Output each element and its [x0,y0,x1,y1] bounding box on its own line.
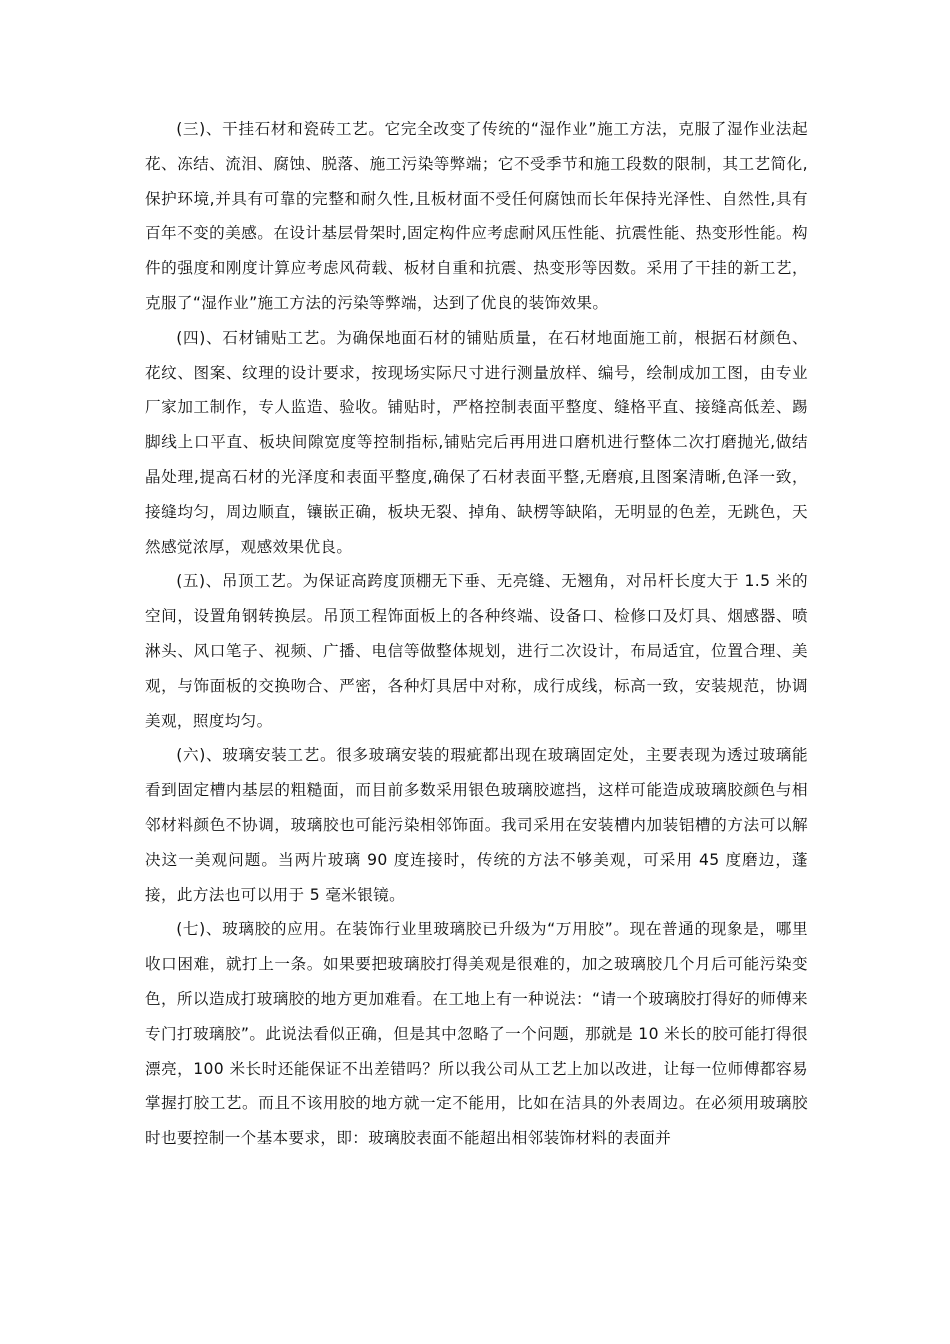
paragraph-stone-paving: (四)、石材铺贴工艺。为确保地面石材的铺贴质量，在石材地面施工前，根据石材颜色、花纹、图案、纹理的设计要求，按现场实际尺寸进行测量放样、编号，绘制成加工图，由专业厂家加工制作，专人监造、验收。铺贴时，严格控制表面平整度、缝格平直、接缝高低差、踢脚线上口平直、板块间隙宽度等控制指标,铺贴完后再用进口磨机进行整体二次打磨抛光,做结晶处理,提高石材的光泽度和表面平整度,确保了石材表面平整,无磨痕,且图案清晰,色泽一致，接缝均匀，周边顺直，镶嵌正确，板块无裂、掉角、缺楞等缺陷，无明显的色差，无跳色，天然感觉浓厚，观感效果优良。 [145,328,808,556]
paragraph-glass-glue: (七)、玻璃胶的应用。在装饰行业里玻璃胶已升级为“万用胶”。现在普通的现象是，哪里收口困难，就打上一条。如果要把玻璃胶打得美观是很难的，加之玻璃胶几个月后可能污染变色，所以造成打玻璃胶的地方更加难看。在工地上有一种说法：“请一个玻璃胶打得好的师傅来专门打玻璃胶”。此说法看似正确，但是其中忽略了一个问题，那就是 10 米长的胶可能打得很漂亮，100 米长时还能保证不出差错吗？所以我公司从工艺上加以改进，让每一位师傅都容易掌握打胶工艺。而且不该用胶的地方就一定不能用，比如在洁具的外表周边。在必须用玻璃胶时也要控制一个基本要求，即：玻璃胶表面不能超出相邻装饰材料的表面并 [145,920,808,1148]
paragraph-dry-hanging-stone: (三)、干挂石材和瓷砖工艺。它完全改变了传统的“湿作业”施工方法，克服了湿作业法起花、冻结、流泪、腐蚀、脱落、施工污染等弊端；它不受季节和施工段数的限制，其工艺简化,保护环境,并具有可靠的完整和耐久性,且板材面不受任何腐蚀而长年保持光泽性、自然性,具有百年不变的美感。在设计基层骨架时,固定构件应考虑耐风压性能、抗震性能、热变形性能。构件的强度和刚度计算应考虑风荷载、板材自重和抗震、热变形等因数。采用了干挂的新工艺，克服了“湿作业”施工方法的污染等弊端，达到了优良的装饰效果。 [145,120,808,312]
paragraph-glass-installation: (六)、玻璃安装工艺。很多玻璃安装的瑕疵都出现在玻璃固定处，主要表现为透过玻璃能看到固定槽内基层的粗糙面，而目前多数采用银色玻璃胶遮挡，这样可能造成玻璃胶颜色与相邻材料颜色不协调，玻璃胶也可能污染相邻饰面。我司采用在安装槽内加装铝槽的方法可以解决这一美观问题。当两片玻璃 90 度连接时，传统的方法不够美观，可采用 45 度磨边，蓬接，此方法也可以用于 5 毫米银镜。 [145,746,808,904]
paragraph-suspended-ceiling: (五)、吊顶工艺。为保证高跨度顶棚无下垂、无亮缝、无翘角，对吊杆长度大于 1.5 米的空间，设置角钢转换层。吊顶工程饰面板上的各种终端、设备口、检修口及灯具、烟感器、喷淋头、风口笔子、视频、广播、电信等做整体规划，进行二次设计，布局适宜，位置合理、美观，与饰面板的交换吻合、严密，各种灯具居中对称，成行成线，标高一致，安装规范，协调美观，照度均匀。 [145,572,808,730]
document-body [145,112,808,1156]
